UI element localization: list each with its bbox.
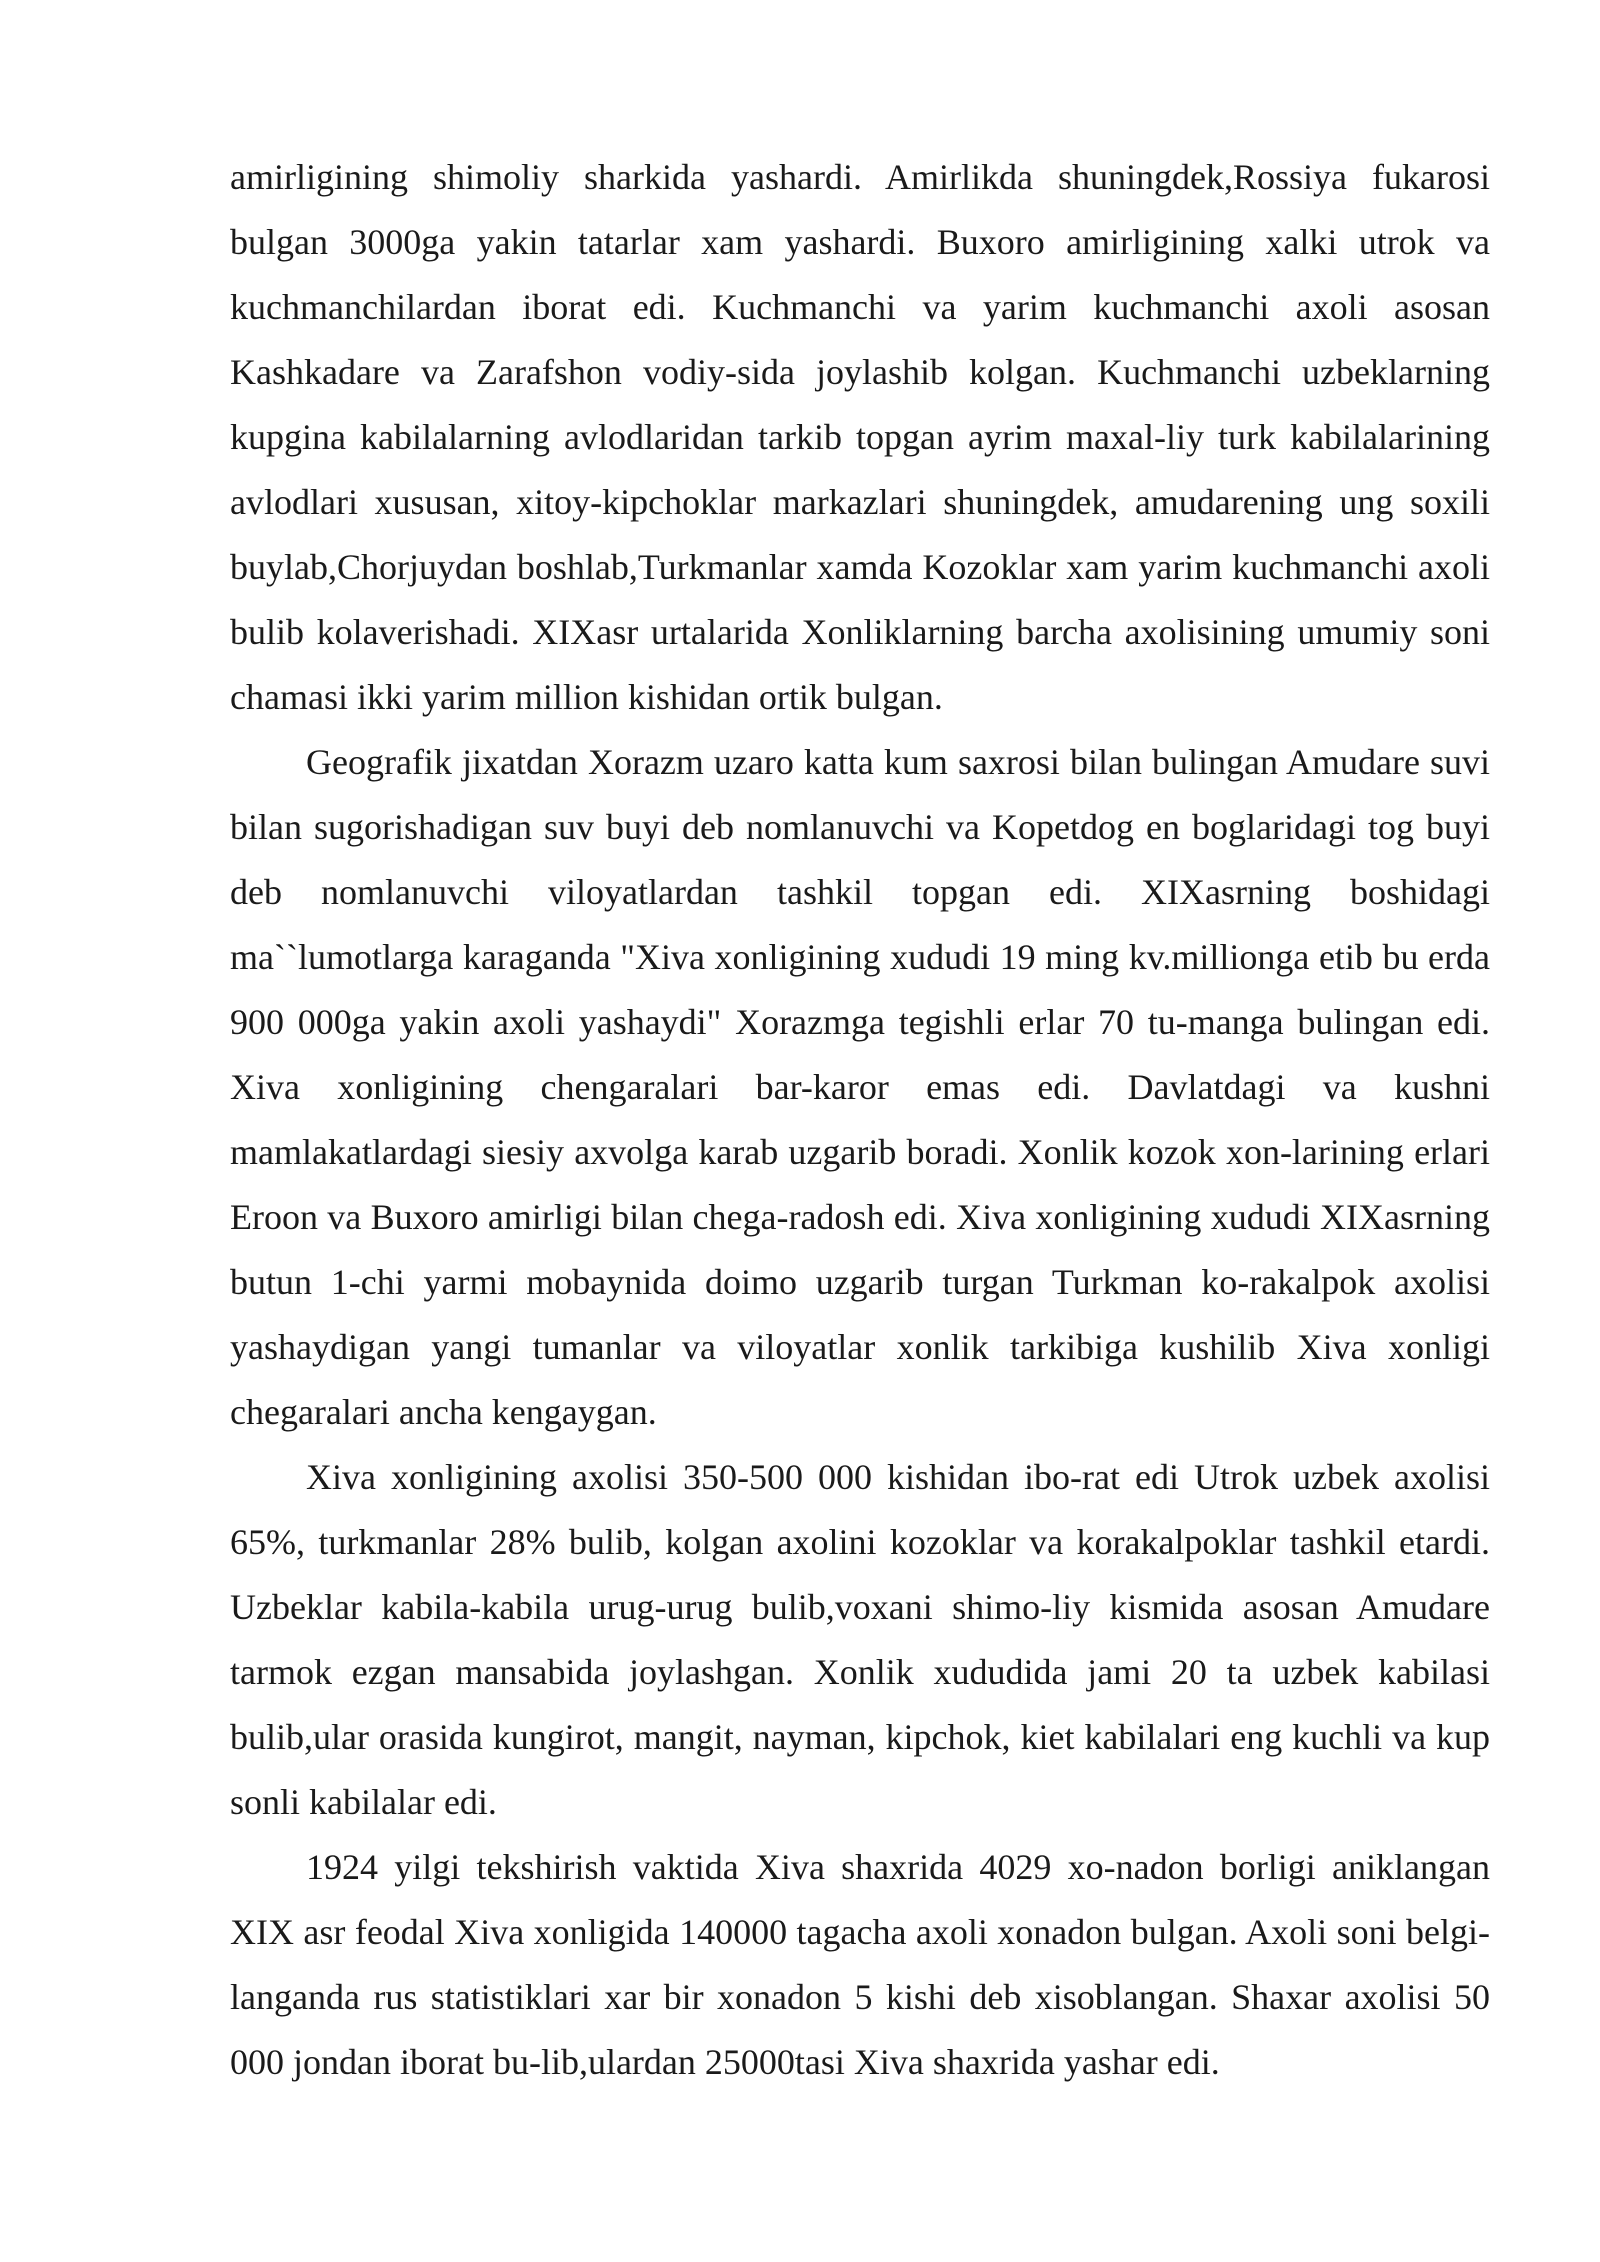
paragraph-4: 1924 yilgi tekshirish vaktida Xiva shaxrida 4029 xo-nadon borligi aniklangan XIX asr feodal Xiva xonligida 140000 tagacha axoli xonadon bulgan. Axoli soni belgi-langanda rus statistiklari xar bir xonadon 5 kishi deb xisoblangan. Shaxar axolisi 50 000 jondan iborat bu-lib,ulardan 25000tasi Xiva shaxrida yashar edi. <box>230 1847 1490 2082</box>
paragraph-2: Geografik jixatdan Xorazm uzaro katta kum saxrosi bilan bulingan Amudare suvi bilan sugorishadigan suv buyi deb nomlanuvchi va Kopetdog en boglaridagi tog buyi deb nomlanuvchi viloyatlardan tashkil topgan edi. XIXasrning boshidagi ma``lumotlarga karaganda "Xiva xonligining xududi 19 ming kv.millionga etib bu erda 900 000ga yakin axoli yashaydi" Xorazmga tegishli erlar 70 tu-manga bulingan edi. Xiva xonligining chengaralari bar-karor emas edi. Davlatdagi va kushni mamlakatlardagi siesiy axvolga karab uzgarib boradi. Xonlik kozok xon-larining erlari Eroon va Buxoro amirligi bilan chega-radosh edi. Xiva xonligining xududi XIXasrning butun 1-chi yarmi mobaynida doimo uzgarib turgan Turkman ko-rakalpok axolisi yashaydigan yangi tumanlar va viloyatlar xonlik tarkibiga kushilib Xiva xonligi chegaralari ancha kengaygan. <box>230 742 1490 1432</box>
paragraph-3: Xiva xonligining axolisi 350-500 000 kishidan ibo-rat edi Utrok uzbek axolisi 65%, turkmanlar 28% bulib, kolgan axolini kozoklar va korakalpoklar tashkil etardi. Uzbeklar kabila-kabila urug-urug bulib,voxani shimo-liy kismida asosan Amudare tarmok ezgan mansabida joylashgan. Xonlik xududida jami 20 ta uzbek kabilasi bulib,ular orasida kungirot, mangit, nayman, kipchok, kiet kabilalari eng kuchli va kup sonli kabilalar edi. <box>230 1457 1490 1822</box>
document-body <box>230 145 1490 2095</box>
paragraph-1: amirligining shimoliy sharkida yashardi. Amirlikda shuningdek,Rossiya fukarosi bulgan 3000ga yakin tatarlar xam yashardi. Buxoro amirligining xalki utrok va kuchmanchilardan iborat edi. Kuchmanchi va yarim kuchmanchi axoli asosan Kashkadare va Zarafshon vodiy-sida joylashib kolgan. Kuchmanchi uzbeklarning kupgina kabilalarning avlodlaridan tarkib topgan ayrim maxal-liy turk kabilalarining avlodlari xususan, xitoy-kipchoklar markazlari shuningdek, amudarening ung soxili buylab,Chorjuydan boshlab,Turkmanlar xamda Kozoklar xam yarim kuchmanchi axoli bulib kolaverishadi. XIXasr urtalarida Xonliklarning barcha axolisining umumiy soni chamasi ikki yarim million kishidan ortik bulgan. <box>230 157 1490 717</box>
